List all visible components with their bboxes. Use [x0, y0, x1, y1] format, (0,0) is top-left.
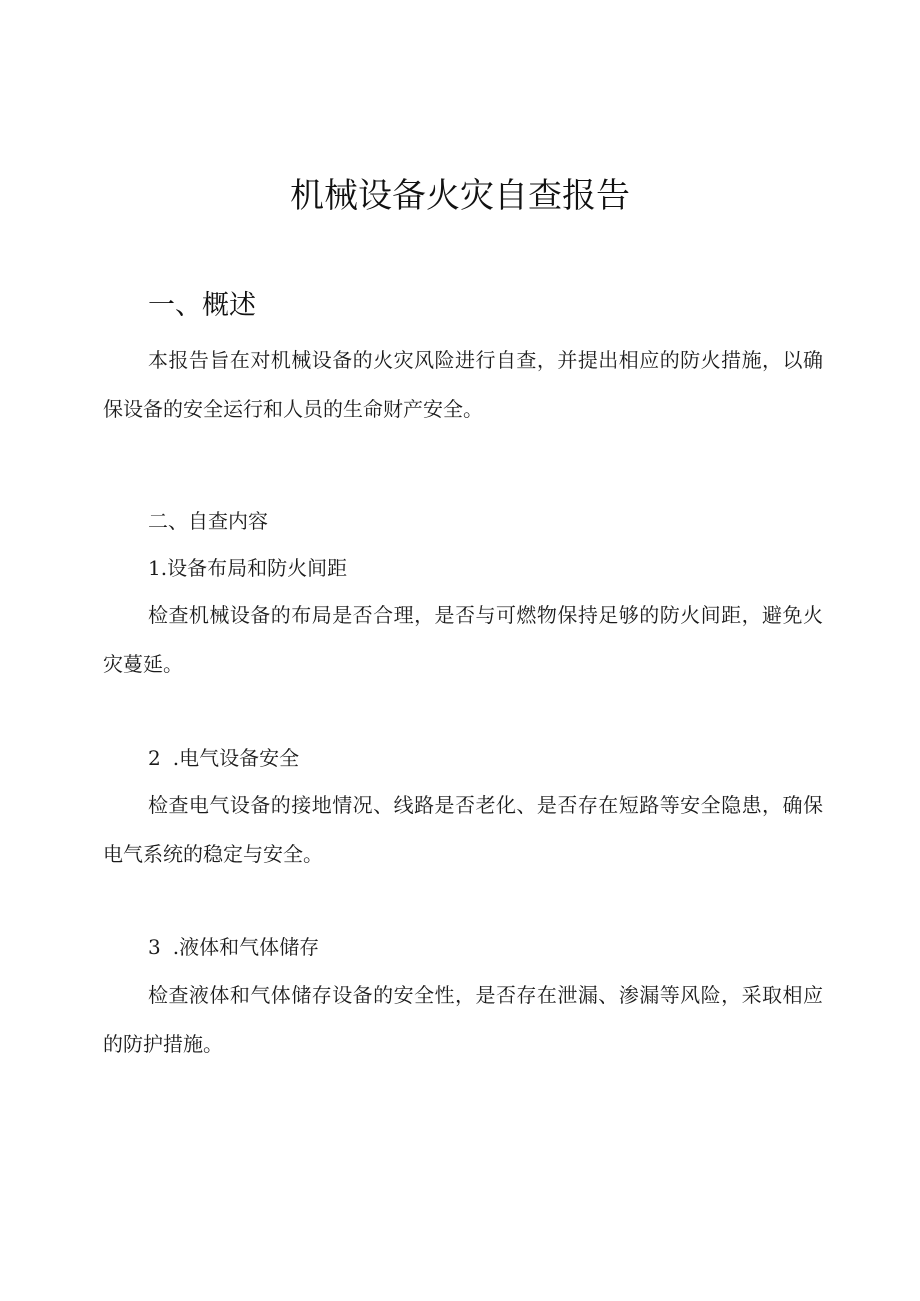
item-1-title: 设备布局和防火间距	[167, 556, 348, 580]
section-heading-overview: 一、概述	[148, 290, 256, 321]
overview-paragraph: 本报告旨在对机械设备的火灾风险进行自查，并提出相应的防火措施，以确保设备的安全运行和人员的生命财产安全。	[103, 348, 823, 421]
item-1-paragraph: 检查机械设备的布局是否合理，是否与可燃物保持足够的防火间距，避免火灾蔓延。	[103, 603, 823, 676]
item-3-paragraph: 检查液体和气体储存设备的安全性，是否存在泄漏、渗漏等风险，采取相应的防护措施。	[103, 983, 823, 1056]
item-2-heading	[148, 742, 299, 774]
section-heading-contents: 二、自查内容	[148, 509, 268, 533]
item-2-title: .电气设备安全	[172, 746, 300, 770]
item-2-number: 2	[148, 746, 161, 770]
document-title: 机械设备火灾自查报告	[290, 176, 630, 216]
item-1-number: 1.	[148, 556, 168, 580]
item-2-paragraph: 检查电气设备的接地情况、线路是否老化、是否存在短路等安全隐患，确保电气系统的稳定与安全。	[103, 793, 823, 866]
item-3-title: .液体和气体储存	[172, 935, 320, 959]
item-3-heading	[148, 931, 319, 963]
item-1-heading	[148, 552, 347, 584]
item-3-number: 3	[148, 935, 161, 959]
